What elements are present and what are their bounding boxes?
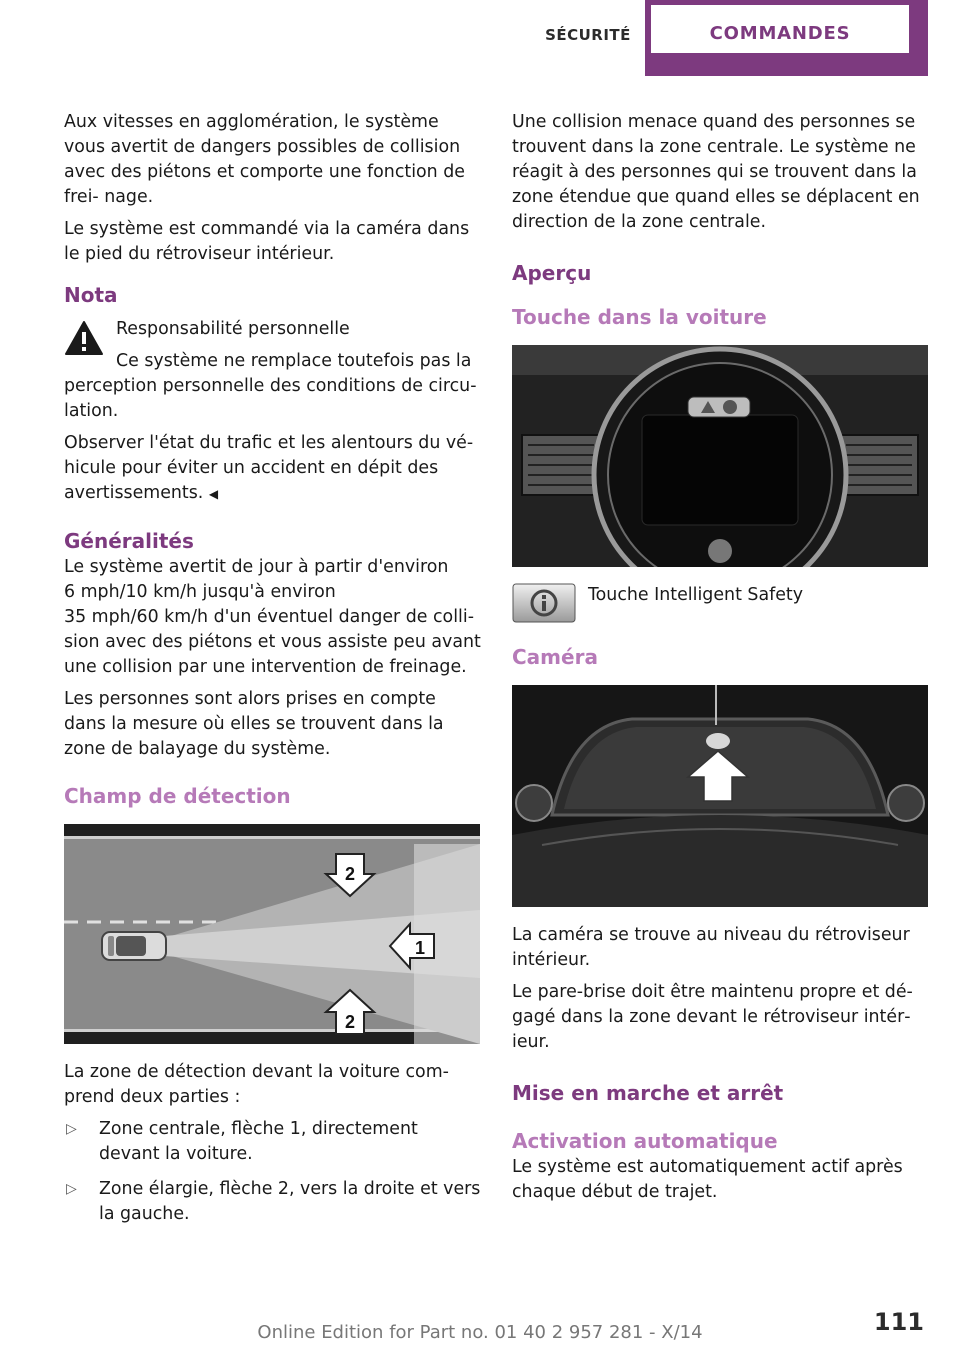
label-2-bottom: 2 xyxy=(344,1012,356,1032)
tab-securite[interactable]: SÉCURITÉ xyxy=(545,26,631,44)
apercu-heading: Aperçu xyxy=(512,261,592,285)
zone-list xyxy=(64,1117,482,1227)
windshield-photo xyxy=(512,685,928,907)
marche-arret-heading: Mise en marche et arrêt xyxy=(512,1081,784,1105)
left-column xyxy=(64,110,482,1237)
generalites-paragraph: Le système avertit de jour à partir d'environ 6 mph/10 km/h jusqu'à environ 35 mph/60 km/h d'un éventuel danger de colli‐ sion avec des piétons et vous assiste peu avant une collision par une intervention de freinage. xyxy=(64,557,481,677)
right-column xyxy=(512,110,930,1212)
camera-heading: Caméra xyxy=(512,645,598,669)
intelligent-safety-button-icon xyxy=(512,583,576,623)
label-2-top: 2 xyxy=(344,864,356,884)
zone-paragraph: La zone de détection devant la voiture com‐ prend deux parties : xyxy=(64,1062,449,1107)
warning-triangle-icon xyxy=(64,320,104,356)
footer-edition: Online Edition for Part no. 01 40 2 957 281 - X/14 xyxy=(257,1322,703,1343)
intro-paragraph-2: Le système est commandé via la caméra dans le pied du rétroviseur intérieur. xyxy=(64,219,470,264)
list-item: ▷ Zone centrale, flèche 1, directement devant la voiture. xyxy=(66,1119,418,1164)
page-number: 111 xyxy=(873,1308,924,1336)
key-legend xyxy=(512,583,930,623)
generalites-heading: Généralités xyxy=(64,529,194,553)
touche-heading: Touche dans la voiture xyxy=(512,305,767,329)
key-label: Touche Intelligent Safety xyxy=(588,585,804,605)
champ-detection-heading: Champ de détection xyxy=(64,784,291,808)
warning-paragraph-2: Observer l'état du trafic et les alentours du vé‐ hicule pour éviter un accident en dépit des avertissements. ◀ xyxy=(64,433,474,503)
intro-paragraph: Aux vitesses en agglomération, le système vous avertit de dangers possibles de collision avec des piétons et comporte une fonction de frei‐ nage. xyxy=(64,112,465,207)
list-item: ▷ Zone élargie, flèche 2, vers la droite et vers la gauche. xyxy=(66,1179,481,1224)
dashboard-photo xyxy=(512,345,928,567)
activation-paragraph: Le système est automatiquement actif après chaque début de trajet. xyxy=(512,1157,903,1202)
end-mark: ◀ xyxy=(208,487,219,501)
warning-rest: perception personnelle des conditions de circu‐ lation. xyxy=(64,376,477,421)
bullet-icon: ▷ xyxy=(66,1181,77,1197)
collision-paragraph: Une collision menace quand des personnes se trouvent dans la zone centrale. Le système ne réagit à des personnes qui se trouvent dans la zone étendue que quand elles se déplacent en direction de la zone centrale. xyxy=(512,112,920,232)
warning-title: Responsabilité personnelle xyxy=(116,319,350,339)
detection-field-figure xyxy=(64,824,480,1044)
activation-heading: Activation automatique xyxy=(512,1129,778,1153)
chapter-tabs xyxy=(508,0,928,76)
generalites-paragraph-2: Les personnes sont alors prises en compte dans la mesure où elles se trouvent dans la zone de balayage du système. xyxy=(64,689,444,759)
warning-line1: Ce système ne remplace toutefois pas la xyxy=(116,351,472,371)
tab-commandes-label: COMMANDES xyxy=(651,5,909,53)
label-1: 1 xyxy=(414,938,426,958)
nota-heading: Nota xyxy=(64,283,118,307)
bullet-icon: ▷ xyxy=(66,1121,77,1137)
tab-commandes-active[interactable] xyxy=(645,0,928,76)
car-topview xyxy=(102,932,166,960)
camera-paragraph-2: Le pare-brise doit être maintenu propre et dé‐ gagé dans la zone devant le rétroviseur intér‐ ieur. xyxy=(512,982,913,1052)
warning-block xyxy=(64,317,482,507)
camera-paragraph-1: La caméra se trouve au niveau du rétroviseur intérieur. xyxy=(512,925,910,970)
